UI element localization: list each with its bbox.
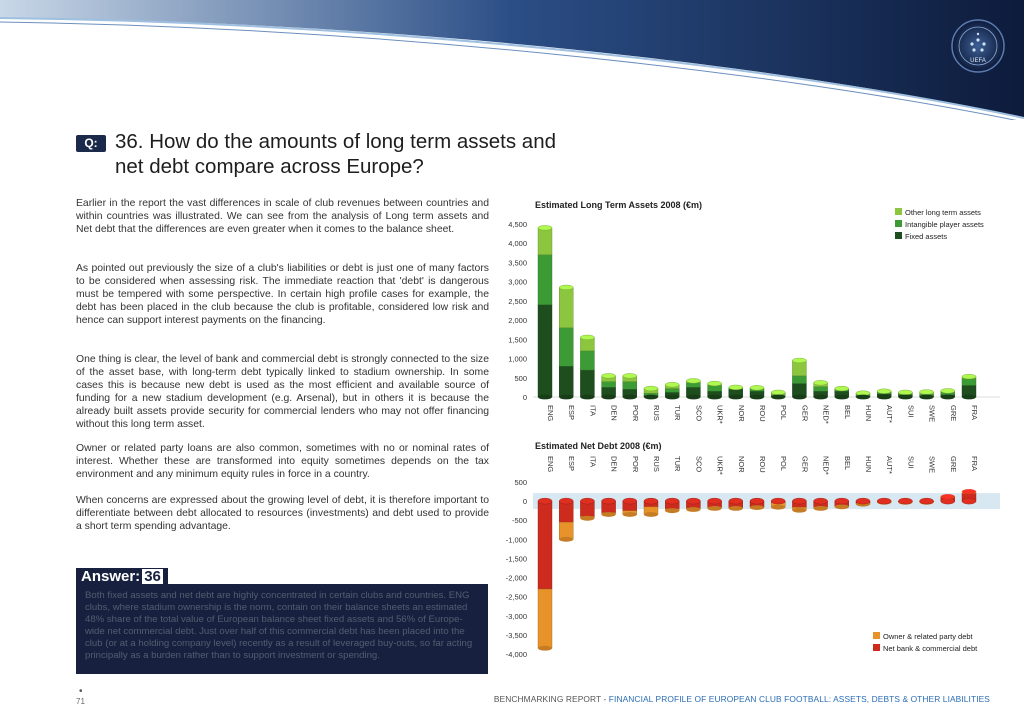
chart1-bar-cap: [538, 225, 552, 230]
chart1-bar-base: [814, 395, 828, 400]
chart2-xtick: SWE: [927, 456, 937, 474]
chart2-bar-top: [920, 498, 934, 504]
chart2-ytick: 0: [522, 497, 527, 507]
chart2-ytick: -3,000: [505, 611, 527, 621]
chart2-bar-pos-cap: [941, 494, 955, 499]
chart1-bar-cap: [771, 390, 785, 395]
chart2-legend-label: Net bank & commercial debt: [883, 644, 978, 653]
chart2-xtick: ENG: [546, 456, 555, 473]
chart1-bar-cap: [665, 382, 679, 387]
chart1-xtick: GER: [800, 405, 810, 422]
chart1-legend-swatch: [895, 208, 902, 215]
footer-report: BENCHMARKING REPORT -: [493, 694, 609, 704]
chart1-legend-label: Intangible player assets: [905, 220, 984, 229]
chart1-bar-base: [920, 395, 934, 400]
chart1-legend-swatch: [895, 232, 902, 239]
paragraph-3: One thing is clear, the level of bank and commercial debt is strongly connected to the size of the asset base, with long-term debt typically linked to stadium ownership. In some cases this is because new debt is used as the most efficient and available source of funding for a new stadium development (e.g. Arsenal), but in others it is because the already built assets provide security for commercial lenders who may not offer financing without this long term asset.: [76, 354, 489, 430]
chart2-bar-top: [814, 498, 828, 504]
chart1-xtick: NED*: [821, 405, 831, 424]
chart2-bar-cap: [580, 516, 594, 521]
chart1-bar: [665, 389, 679, 393]
chart1-bar: [580, 370, 594, 397]
chart1-xtick: TUR: [673, 405, 683, 421]
chart2-xtick: POR: [630, 456, 640, 473]
chart2-bar-cap: [665, 508, 679, 513]
chart1-xtick: HUN: [864, 405, 873, 422]
chart2-bar-top: [792, 498, 806, 504]
chart2-xtick: SCO: [694, 456, 704, 473]
chart1-bar-base: [941, 395, 955, 400]
chart2-bar-top: [877, 498, 891, 504]
chart1-xtick: UKR*: [715, 405, 725, 424]
chart1-bar: [538, 228, 552, 255]
chart2-bar-pos-cap: [962, 489, 976, 494]
chart2-xtick: BEL: [842, 456, 852, 471]
chart1-xtick: ESP: [567, 405, 577, 421]
chart2-bar-cap: [814, 506, 828, 511]
chart1-xtick: SCO: [694, 405, 704, 422]
chart2-bar-top: [898, 498, 912, 504]
chart1-bar-base: [602, 395, 616, 400]
paragraph-5: When concerns are expressed about the growing level of debt, it is therefore important to differentiate between debt allocated to resources (investments) and debt used to provide a short term spending advantage.: [76, 495, 489, 532]
chart1-xtick: SUI: [906, 405, 916, 418]
chart1-bar: [814, 387, 828, 392]
chart1-ytick: 3,500: [508, 258, 527, 268]
chart1-bar-base: [729, 395, 743, 400]
chart2-bar: [559, 522, 573, 539]
chart2-bar-cap: [686, 507, 700, 512]
uefa-logo-text: UEFA: [970, 58, 986, 64]
chart2-xtick: ESP: [567, 456, 577, 472]
chart1-xtick: AUT*: [885, 405, 895, 423]
chart2-bar: [538, 501, 552, 589]
chart2-bar-cap: [708, 506, 722, 511]
answer-text: Both fixed assets and net debt are highly concentrated in certain clubs and countries. ENG clubs, where stadium ownership is the norm, contain on their balance sheets an estimated 48% share of the total value of European balance sheet fixed assets and 56% of Europe-wide net commercial debt. Just over half of this commercial debt has been placed into the club (or at a holding company level) recently as a result of leveraged buy-outs, so far acting principally as a burden rather than to support investment or spending.: [85, 590, 473, 661]
chart2-ytick: -3,500: [505, 630, 527, 640]
chart1-bar-base: [708, 395, 722, 400]
chart1-bar-base: [623, 395, 637, 400]
page-title: 36. How do the amounts of long term assets and net debt compare across Europe?: [115, 130, 557, 178]
chart1-xtick: ENG: [546, 405, 555, 422]
chart2-bar-cap: [623, 512, 637, 517]
chart2-xtick: NED*: [821, 456, 831, 475]
chart1-ytick: 0: [522, 393, 527, 402]
chart1-xtick: FRA: [970, 405, 979, 420]
chart2-ytick: -1,500: [505, 554, 527, 564]
answer-number: 36: [144, 568, 161, 585]
chart2-bar-top: [771, 498, 785, 504]
chart2-bar-top: [708, 498, 722, 504]
chart2-bar-cap: [729, 506, 743, 511]
chart2-ytick: -4,000: [505, 650, 527, 659]
chart1-bar-cap: [898, 390, 912, 395]
chart2-bar: [538, 589, 552, 648]
chart1-bar-cap: [877, 389, 891, 394]
chart1-legend-label: Fixed assets: [905, 232, 948, 241]
chart1-ytick: 2,500: [508, 296, 527, 306]
chart2-bar-cap: [835, 504, 849, 509]
chart2-bar-top: [538, 498, 552, 504]
chart2-bar-top: [729, 498, 743, 504]
chart1-bar-cap: [708, 381, 722, 386]
chart2-title: Estimated Net Debt 2008 (€m): [535, 441, 662, 451]
chart2-xtick: AUT*: [885, 456, 895, 474]
chart2-bar-cap: [644, 512, 658, 517]
chart1-bar-base: [559, 395, 573, 400]
chart2-bar-top: [559, 498, 573, 504]
paragraph-1: Earlier in the report the vast differences in scale of club revenues between countries and within countries was illustrated. We can see from the analysis of Long term assets and Net debt that the differences are even greater when it comes to the balance sheet.: [76, 198, 489, 235]
chart1-xtick: NOR: [736, 405, 746, 422]
footer-dot: •: [79, 686, 83, 697]
chart2-xtick: RUS: [652, 456, 661, 472]
chart2-bar-cap: [602, 512, 616, 517]
chart1-bar: [686, 383, 700, 388]
chart2-legend-label: Owner & related party debt: [883, 632, 973, 641]
chart1-title: Estimated Long Term Assets 2008 (€m): [535, 200, 703, 210]
chart1-bar: [708, 385, 722, 391]
chart2-legend-swatch: [873, 632, 880, 639]
chart2-xtick: ROU: [758, 456, 767, 473]
chart1-bar-cap: [814, 380, 828, 385]
chart2-xtick: SUI: [906, 456, 916, 469]
chart1-bar: [538, 305, 552, 397]
chart2-bar-top: [686, 498, 700, 504]
chart2-bar-top: [665, 498, 679, 504]
chart1-bar: [580, 351, 594, 370]
chart2-ytick: 500: [514, 478, 527, 487]
chart1-ytick: 2,000: [508, 316, 527, 326]
chart2-bar-top: [750, 498, 764, 504]
chart1-bar-cap: [792, 358, 806, 363]
chart1-bar: [602, 382, 616, 388]
chart1-ytick: 3,000: [508, 277, 527, 287]
chart2-xtick: HUN: [864, 456, 873, 473]
chart2-ytick: -1,000: [505, 535, 527, 545]
chart2-bar-top: [602, 498, 616, 504]
chart2-bar-top: [580, 498, 594, 504]
chart1-bar: [559, 328, 573, 366]
chart1-bar-cap: [962, 374, 976, 379]
chart1-xtick: POL: [779, 405, 789, 421]
chart2-xtick: TUR: [673, 456, 683, 472]
chart1-ytick: 500: [514, 373, 527, 383]
chart1-ytick: 1,500: [508, 335, 527, 345]
chart1-bar-cap: [580, 335, 594, 340]
chart1-bar-cap: [644, 386, 658, 391]
chart1-bar: [538, 255, 552, 305]
chart1-bar-base: [580, 395, 594, 400]
chart1-xtick: ROU: [758, 405, 767, 422]
chart1-xtick: POR: [630, 405, 640, 422]
chart2-bar-top: [856, 498, 870, 504]
chart1-ytick: 4,000: [508, 239, 527, 249]
chart1-bar: [792, 376, 806, 384]
chart1-bar: [962, 379, 976, 386]
chart1-bar-base: [644, 395, 658, 400]
chart1-bar: [623, 382, 637, 390]
chart1-bar-cap: [623, 373, 637, 378]
footer-highlight: FINANCIAL PROFILE OF EUROPEAN CLUB FOOTBALL: ASSETS, DEBTS & OTHER LIABILITIES: [608, 694, 990, 704]
paragraph-2: As pointed out previously the size of a club's liabilities or debt is just one of many factors to be considered when assessing risk. The immediate reaction that 'debt' is dangerous must be tempered with some perspective. In certain high profile cases for example, the debt has been placed in the club because the club is profitable, considered low risk and hence can support interest payments on the financing.: [76, 263, 489, 326]
chart1-bar-cap: [686, 378, 700, 383]
question-badge: Q:: [76, 135, 106, 152]
chart1-xtick: SWE: [927, 405, 937, 423]
chart1-bar-base: [898, 395, 912, 400]
chart2-ytick: -500: [511, 516, 527, 526]
chart1-xtick: ITA: [588, 405, 598, 417]
chart1-legend-swatch: [895, 220, 902, 227]
chart1-bar-base: [835, 395, 849, 400]
chart2-bar-top: [835, 498, 849, 504]
chart2-bar-cap: [559, 537, 573, 542]
chart2-ytick: -2,000: [505, 573, 527, 583]
chart1-bar-cap: [602, 373, 616, 378]
chart2-xtick: DEN: [609, 456, 619, 472]
chart2-bar-top: [941, 498, 955, 504]
chart1-bar-base: [962, 395, 976, 400]
chart1-ytick: 4,500: [508, 220, 527, 229]
chart1-bar-base: [665, 395, 679, 400]
chart1-bar-cap: [920, 390, 934, 395]
chart1-bar-cap: [941, 388, 955, 393]
chart1-bar-cap: [729, 385, 743, 390]
chart2-bar-top: [962, 498, 976, 504]
chart1-bar-base: [538, 395, 552, 400]
chart1-bar-base: [771, 395, 785, 400]
chart1-xtick: DEN: [609, 405, 619, 421]
chart1-bar-cap: [750, 385, 764, 390]
chart1-legend-label: Other long term assets: [905, 208, 981, 217]
chart1-bar-base: [877, 395, 891, 400]
chart2-xtick: UKR*: [715, 456, 725, 475]
answer-label: Answer:: [81, 568, 141, 585]
chart2-xtick: FRA: [970, 456, 979, 471]
page-number: 71: [76, 697, 85, 706]
chart2-xtick: NOR: [736, 456, 746, 473]
chart2-bar-top: [623, 498, 637, 504]
chart2-legend-swatch: [873, 644, 880, 651]
chart2-xtick: GER: [800, 456, 810, 473]
chart2-bar-top: [644, 498, 658, 504]
chart1-bar-cap: [835, 386, 849, 391]
chart2-xtick: ITA: [588, 456, 598, 468]
chart1-bar: [559, 287, 573, 327]
chart2-bar-cap: [792, 508, 806, 513]
chart1-bar-base: [686, 395, 700, 400]
chart2-xtick: POL: [779, 456, 789, 472]
chart1-xtick: BEL: [842, 405, 852, 420]
chart2-bar-cap: [771, 505, 785, 510]
chart1-xtick: GRE: [948, 405, 958, 422]
chart2-bar-cap: [538, 646, 552, 651]
chart2-xtick: GRE: [948, 456, 958, 473]
chart1-bar-base: [750, 395, 764, 400]
chart1-bar-base: [792, 395, 806, 400]
chart1-bar-base: [856, 395, 870, 400]
chart1-ytick: 1,000: [508, 354, 527, 364]
paragraph-4: Owner or related party loans are also common, sometimes with no or nominal rates of interest. Whether these are transformed into equity sometimes depends on the tax environment and any minimum equity rules in force in a country.: [76, 443, 489, 480]
chart1-xtick: RUS: [652, 405, 661, 421]
chart1-bar: [559, 366, 573, 397]
chart2-ytick: -2,500: [505, 592, 527, 602]
chart1-bar-cap: [559, 285, 573, 290]
chart2-bar-cap: [750, 505, 764, 510]
